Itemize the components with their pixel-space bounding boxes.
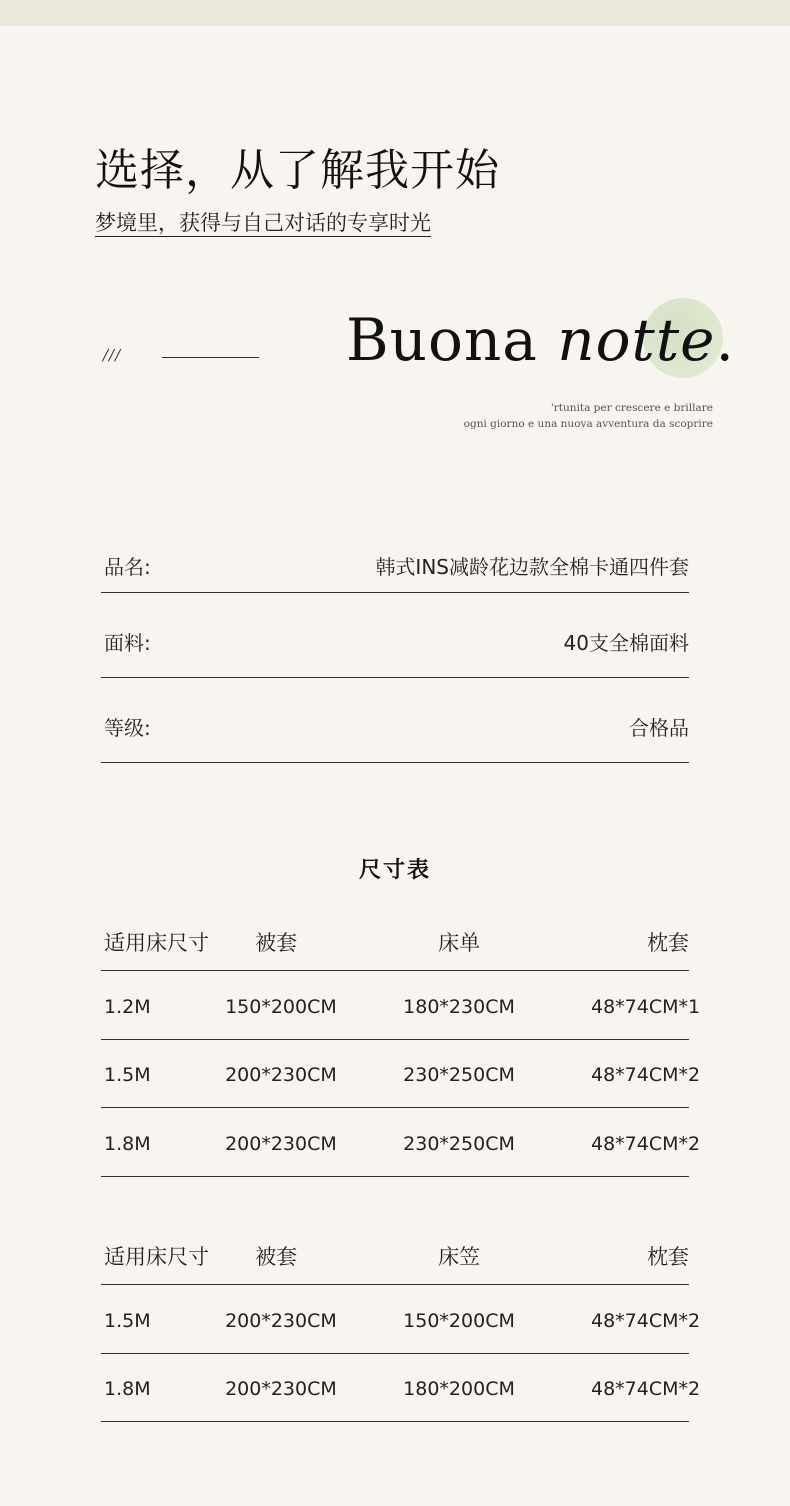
info-label: 品名: <box>104 554 151 579</box>
table-cell: 1.8M <box>104 1378 151 1401</box>
brand-word-italic: notte <box>557 306 716 374</box>
size-table-1 <box>101 913 701 1177</box>
table-cell: 1.5M <box>104 1064 151 1087</box>
product-info-list <box>101 538 689 763</box>
page-title: 选择，从了解我开始 <box>95 145 500 196</box>
table-header-cell: 被套 <box>255 1244 298 1269</box>
table-header-cell: 被套 <box>255 930 298 955</box>
brand-word-regular: Buona <box>346 306 558 374</box>
table-cell: 48*74CM*2 <box>591 1309 701 1332</box>
table-cell: 48*74CM*2 <box>591 1378 701 1401</box>
table-header-row <box>101 1227 689 1285</box>
info-value: 合格品 <box>629 715 689 740</box>
table-cell: 200*230CM <box>225 1132 337 1155</box>
table-row <box>101 971 701 1040</box>
table-row <box>101 1040 701 1109</box>
table-cell: 200*230CM <box>225 1064 337 1087</box>
table-cell: 48*74CM*2 <box>591 1064 701 1087</box>
table-cell: 1.8M <box>104 1132 151 1155</box>
page-subtitle: 梦境里，获得与自己对话的专享时光 <box>95 211 431 235</box>
table-header-cell: 床单 <box>438 930 481 955</box>
table-row <box>101 1354 701 1423</box>
table-cell: 180*230CM <box>403 995 515 1018</box>
decorative-slashes: /// <box>103 346 122 364</box>
decorative-rule <box>162 357 259 358</box>
brand-tagline <box>464 400 713 432</box>
info-value: 韩式INS减龄花边款全棉卡通四件套 <box>375 554 689 579</box>
size-chart-title: 尺寸表 <box>358 858 431 883</box>
table-header-cell: 枕套 <box>647 930 689 955</box>
table-cell: 230*250CM <box>403 1064 515 1087</box>
table-cell: 150*200CM <box>403 1309 515 1332</box>
table-header-cell: 适用床尺寸 <box>104 1244 209 1269</box>
table-cell: 150*200CM <box>225 995 337 1018</box>
table-header-cell: 枕套 <box>647 1244 689 1269</box>
info-row-name <box>101 538 689 593</box>
info-row-fabric <box>101 593 689 678</box>
table-header-cell: 床笠 <box>438 1244 481 1269</box>
top-bar <box>0 0 790 26</box>
table-cell: 200*230CM <box>225 1378 337 1401</box>
size-table-2 <box>101 1227 701 1422</box>
table-cell: 180*200CM <box>403 1378 515 1401</box>
tagline-line-1: 'rtunita per crescere e brillare <box>550 402 713 414</box>
table-row <box>101 1285 701 1354</box>
table-header-row <box>101 913 689 971</box>
table-row <box>101 1108 701 1177</box>
brand-word-dot: . <box>715 306 735 374</box>
info-label: 等级: <box>104 715 151 740</box>
tagline-line-2: ogni giorno e una nuova avventura da scoprire <box>463 418 713 430</box>
table-cell: 1.2M <box>104 995 151 1018</box>
info-label: 面料: <box>104 630 151 655</box>
brand-wordmark <box>346 302 735 378</box>
table-header-cell: 适用床尺寸 <box>104 930 209 955</box>
table-cell: 1.5M <box>104 1309 151 1332</box>
table-cell: 200*230CM <box>225 1309 337 1332</box>
table-cell: 48*74CM*1 <box>591 995 701 1018</box>
table-cell: 230*250CM <box>403 1132 515 1155</box>
table-cell: 48*74CM*2 <box>591 1132 701 1155</box>
info-row-grade <box>101 678 689 763</box>
info-value: 40支全棉面料 <box>563 630 689 655</box>
